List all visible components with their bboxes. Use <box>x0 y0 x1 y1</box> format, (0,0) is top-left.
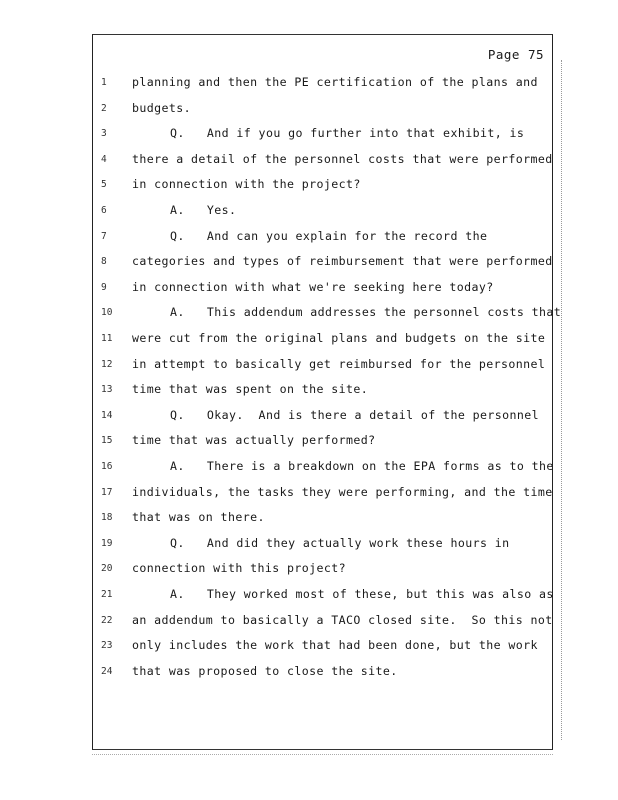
line-number: 6 <box>101 205 107 216</box>
line-text: Q. And if you go further into that exhibit, is <box>170 126 525 141</box>
transcript-line <box>93 99 552 119</box>
scan-edge-artifact <box>561 60 563 740</box>
transcript-page <box>92 34 562 750</box>
line-number: 14 <box>101 409 113 421</box>
line-text: in connection with what we're seeking here today? <box>132 279 494 294</box>
line-number: 7 <box>101 230 107 242</box>
transcript-line <box>93 252 552 272</box>
line-number: 3 <box>101 128 107 140</box>
transcript-line <box>93 483 552 503</box>
line-text: only includes the work that had been done, but the work <box>132 638 538 653</box>
transcript-line <box>93 380 552 400</box>
page-number: Page 75 <box>487 47 544 62</box>
line-number: 13 <box>101 384 113 396</box>
line-text: in attempt to basically get reimbursed for the personnel <box>132 356 546 371</box>
transcript-line <box>93 303 562 323</box>
line-number: 1 <box>101 77 107 88</box>
line-number: 12 <box>101 358 113 370</box>
line-number: 23 <box>101 640 113 652</box>
line-text: planning and then the PE certification of the plans and <box>132 75 538 89</box>
line-number: 4 <box>101 153 107 165</box>
line-number: 2 <box>101 102 107 114</box>
transcript-line <box>93 534 552 554</box>
transcript-line <box>93 73 552 93</box>
line-number: 18 <box>101 512 113 524</box>
transcript-line <box>93 559 552 579</box>
line-text: that was on there. <box>132 510 265 525</box>
line-text: A. They worked most of these, but this was also as <box>170 587 554 601</box>
transcript-line <box>93 355 552 375</box>
line-text: Q. And can you explain for the record the <box>170 228 488 243</box>
line-number: 22 <box>101 614 113 626</box>
line-text: categories and types of reimbursement that were performed <box>132 254 553 269</box>
transcript-line <box>93 329 552 349</box>
transcript-line <box>93 150 552 170</box>
line-text: were cut from the original plans and budgets on the site <box>132 331 546 345</box>
transcript-line <box>93 175 552 195</box>
line-number: 8 <box>101 256 107 268</box>
transcript-line <box>93 431 552 451</box>
line-text: time that was spent on the site. <box>132 382 369 397</box>
line-text: budgets. <box>132 100 192 115</box>
line-number: 15 <box>101 435 113 447</box>
line-number: 10 <box>101 307 113 319</box>
line-text: A. There is a breakdown on the EPA forms as to the <box>170 459 554 473</box>
line-number: 20 <box>101 563 113 575</box>
line-number: 17 <box>101 486 113 498</box>
transcript-line <box>93 508 552 528</box>
transcript-lines <box>93 35 562 749</box>
transcript-line <box>93 201 552 221</box>
line-number: 19 <box>101 537 113 549</box>
line-text: time that was actually performed? <box>132 433 376 448</box>
transcript-line <box>93 278 552 298</box>
line-text: an addendum to basically a TACO closed site. So this not <box>132 612 553 627</box>
line-text: there a detail of the personnel costs that were performed <box>132 151 553 166</box>
transcript-line <box>93 636 552 656</box>
line-text: individuals, the tasks they were performing, and the time <box>132 484 553 499</box>
transcript-line <box>93 611 552 631</box>
line-number: 11 <box>101 333 113 344</box>
line-text: Q. Okay. And is there a detail of the personnel <box>170 407 540 422</box>
transcript-line <box>93 585 552 605</box>
line-text: connection with this project? <box>132 561 347 576</box>
transcript-line <box>93 227 552 247</box>
line-text: A. Yes. <box>170 203 237 217</box>
line-text: that was proposed to close the site. <box>132 663 398 678</box>
transcript-line <box>93 406 552 426</box>
line-number: 5 <box>101 179 107 191</box>
transcript-line <box>93 662 552 682</box>
line-number: 24 <box>101 665 113 677</box>
line-number: 21 <box>101 589 113 600</box>
transcript-line <box>93 124 552 144</box>
line-number: 9 <box>101 281 107 293</box>
scan-bottom-artifact <box>92 754 553 756</box>
transcript-line <box>93 457 552 477</box>
line-number: 16 <box>101 461 113 472</box>
line-text: in connection with the project? <box>132 177 361 192</box>
line-text: A. This addendum addresses the personnel costs that <box>170 305 562 320</box>
line-text: Q. And did they actually work these hours in <box>170 535 510 550</box>
